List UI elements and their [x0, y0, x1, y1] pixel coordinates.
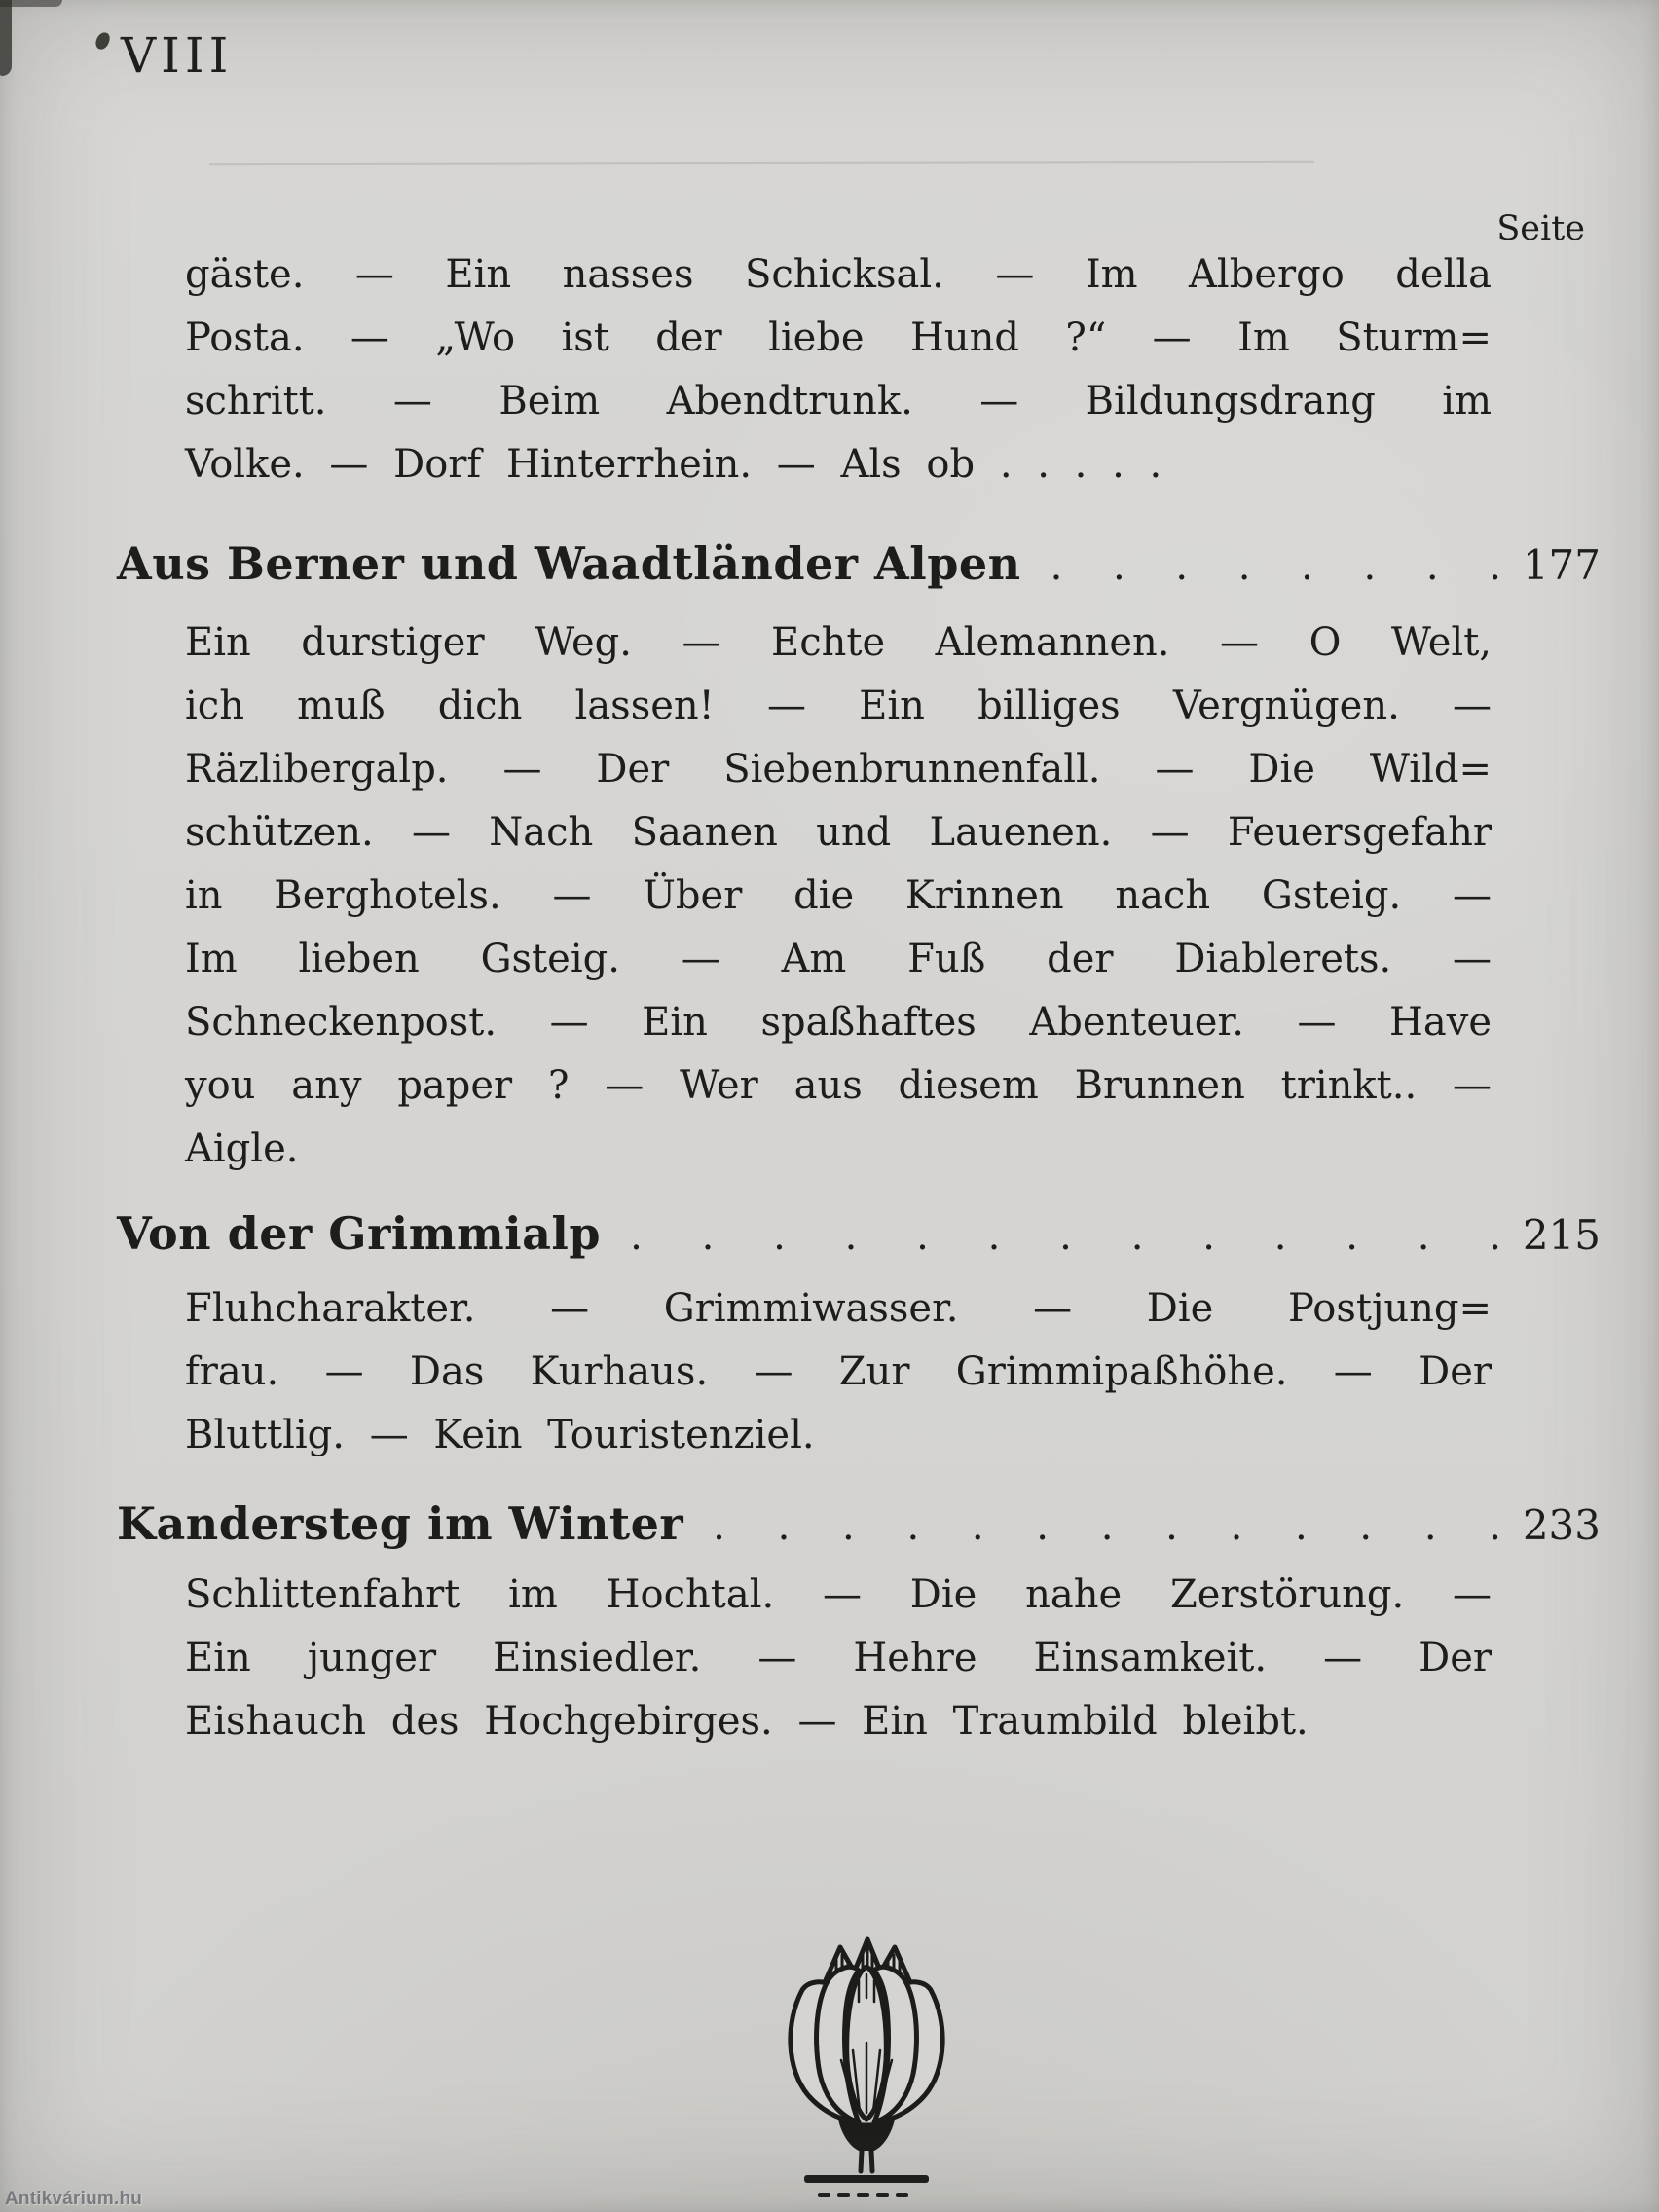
toc-entry-subtitles — [185, 611, 1492, 1181]
toc-entry-heading — [117, 1497, 1601, 1550]
scan-edge-artifact — [0, 0, 12, 76]
page-column-header-seite: Seite — [1496, 209, 1585, 248]
toc-line: Räzlibergalp. — Der Siebenbrunnenfall. — Die Wild= — [185, 747, 1492, 792]
toc-line: Aigle. — [185, 1126, 299, 1171]
toc-line: Fluhcharakter. — Grimmiwasser. — Die Postjung= — [185, 1286, 1492, 1331]
toc-entry-subtitles — [185, 1277, 1492, 1467]
toc-line: Volke. — Dorf Hinterrhein. — Als ob . . . . . — [185, 442, 1162, 487]
tulip-flower-ornament-icon — [769, 1928, 964, 2212]
toc-entry-page-number: 233 — [1522, 1501, 1601, 1549]
toc-line: schritt. — Beim Abendtrunk. — Bildungsdrang im — [185, 379, 1492, 424]
toc-leader-dots: . . . . . . . . — [1050, 544, 1501, 589]
scan-edge-artifact — [0, 0, 62, 7]
toc-entry-page-number: 177 — [1522, 541, 1601, 589]
toc-continued-block — [185, 243, 1492, 497]
toc-entry-subtitles — [185, 1564, 1492, 1753]
toc-line: Eishauch des Hochgebirges. — Ein Traumbild bleibt. — [185, 1699, 1309, 1744]
toc-entry-heading — [117, 1207, 1601, 1260]
toc-line: schützen. — Nach Saanen und Lauenen. — Feuersgefahr — [185, 810, 1492, 855]
toc-leader-dots: . . . . . . . . . . . . . — [713, 1504, 1501, 1549]
toc-line: Ein durstiger Weg. — Echte Alemannen. — O Welt, — [185, 620, 1492, 665]
toc-entry-title: Kandersteg im Winter — [117, 1497, 684, 1550]
toc-entry-title: Von der Grimmialp — [117, 1207, 602, 1260]
toc-leader-dots: . . . . . . . . . . . . . — [630, 1214, 1501, 1259]
toc-line: ich muß dich lassen! — Ein billiges Vergnügen. — — [185, 683, 1492, 728]
page-folio-roman-numeral: VIII — [121, 27, 234, 84]
toc-line: you any paper ? — Wer aus diesem Brunnen trinkt.. — — [185, 1063, 1492, 1108]
scan-scratch-artifact — [209, 161, 1314, 165]
toc-line: frau. — Das Kurhaus. — Zur Grimmipaßhöhe. — Der — [185, 1349, 1492, 1394]
toc-entry-title: Aus Berner und Waadtländer Alpen — [117, 537, 1021, 590]
toc-line: Ein junger Einsiedler. — Hehre Einsamkeit. — Der — [185, 1636, 1492, 1680]
toc-line: Bluttlig. — Kein Touristenziel. — [185, 1413, 815, 1457]
toc-line: gäste. — Ein nasses Schicksal. — Im Albergo della — [185, 252, 1492, 297]
toc-entry-page-number: 215 — [1522, 1211, 1601, 1259]
antikvarium-watermark: Antikvárium.hu — [5, 2189, 143, 2209]
toc-line: Schlittenfahrt im Hochtal. — Die nahe Zerstörung. — — [185, 1572, 1492, 1617]
toc-line: Schneckenpost. — Ein spaßhaftes Abenteuer. — Have — [185, 1000, 1492, 1045]
toc-line: Posta. — „Wo ist der liebe Hund ?“ — Im Sturm= — [185, 315, 1492, 360]
toc-line: in Berghotels. — Über die Krinnen nach Gsteig. — — [185, 873, 1492, 918]
toc-entry-heading — [117, 537, 1601, 590]
ink-blot-artifact — [94, 30, 112, 51]
toc-line: Im lieben Gsteig. — Am Fuß der Diablerets. — — [185, 937, 1492, 981]
